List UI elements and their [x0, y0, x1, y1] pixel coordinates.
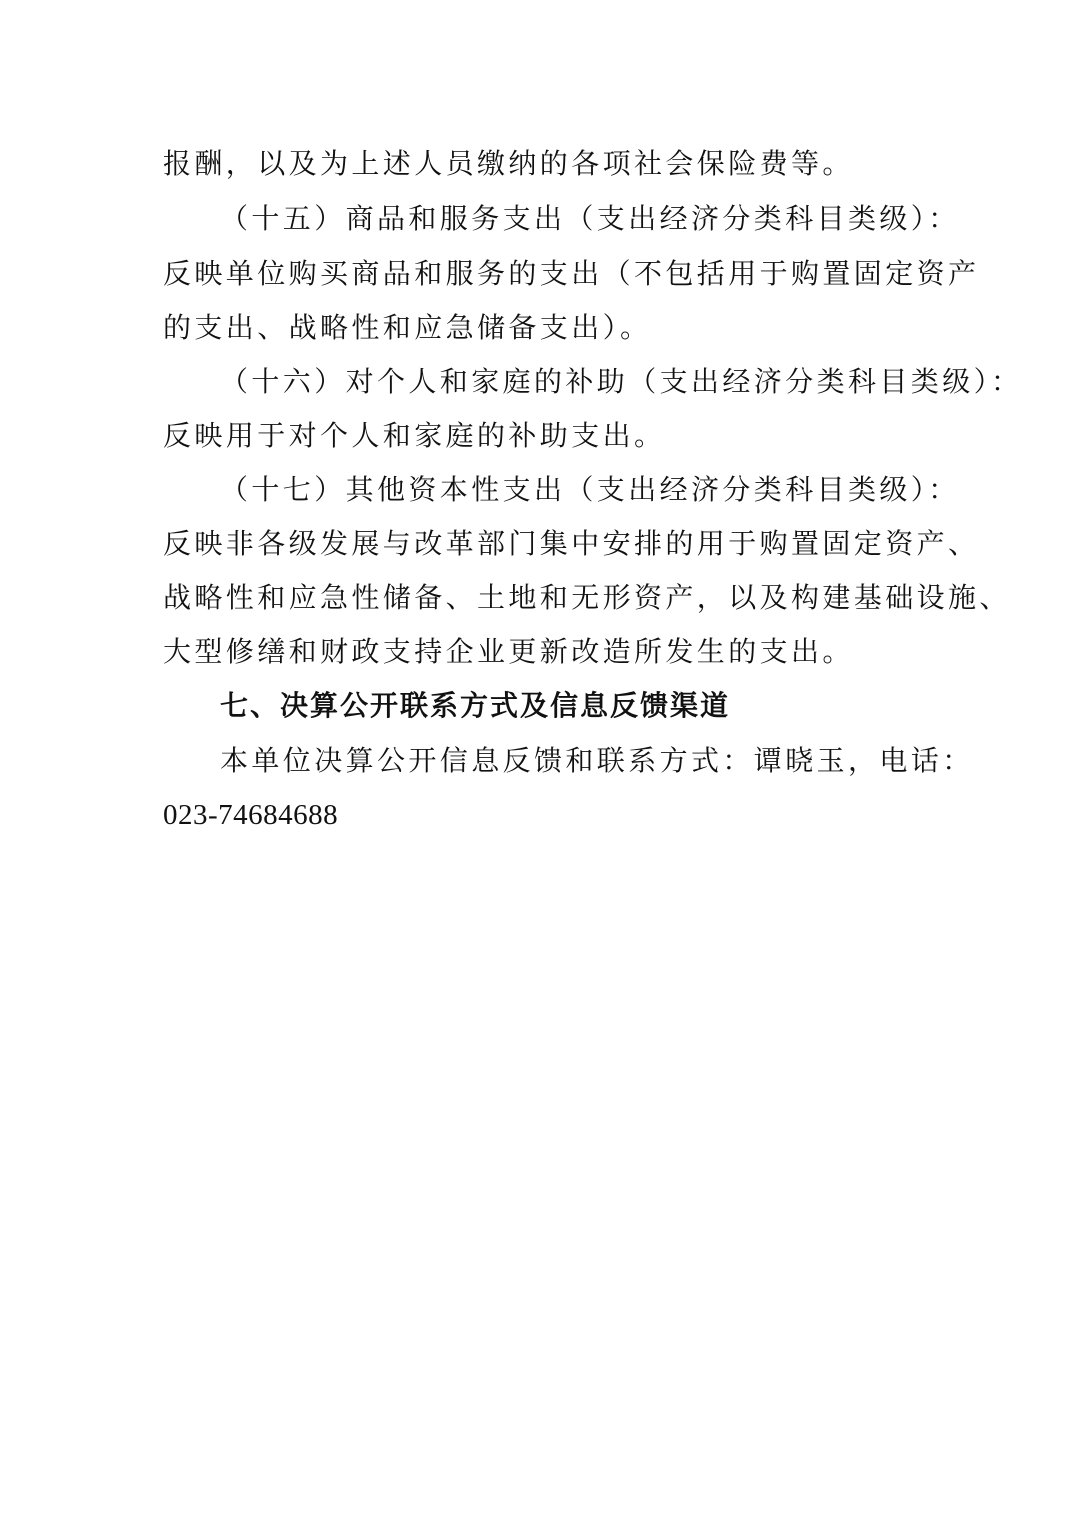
paragraph-line: 大型修缮和财政支持企业更新改造所发生的支出。	[163, 635, 854, 668]
paragraph-line: 战略性和应急性储备、土地和无形资产，以及构建基础设施、	[163, 581, 1011, 614]
paragraph-line: （十七）其他资本性支出（支出经济分类科目类级）：	[220, 473, 960, 506]
phone-number: 023-74684688	[163, 799, 339, 831]
paragraph-line: 的支出、战略性和应急储备支出）。	[163, 311, 652, 344]
paragraph-line: 反映单位购买商品和服务的支出（不包括用于购置固定资产	[163, 257, 980, 290]
paragraph-line: （十五）商品和服务支出（支出经济分类科目类级）：	[220, 202, 960, 235]
paragraph-line: 反映非各级发展与改革部门集中安排的用于购置固定资产、	[163, 527, 980, 560]
paragraph-line: （十六）对个人和家庭的补助（支出经济分类科目类级）：	[220, 365, 1023, 398]
paragraph-line: 反映用于对个人和家庭的补助支出。	[163, 419, 666, 452]
paragraph-line: 报酬，以及为上述人员缴纳的各项社会保险费等。	[163, 147, 854, 180]
paragraph-line: 本单位决算公开信息反馈和联系方式：谭晓玉，电话：	[220, 744, 974, 777]
section-heading: 七、决算公开联系方式及信息反馈渠道	[220, 689, 731, 722]
